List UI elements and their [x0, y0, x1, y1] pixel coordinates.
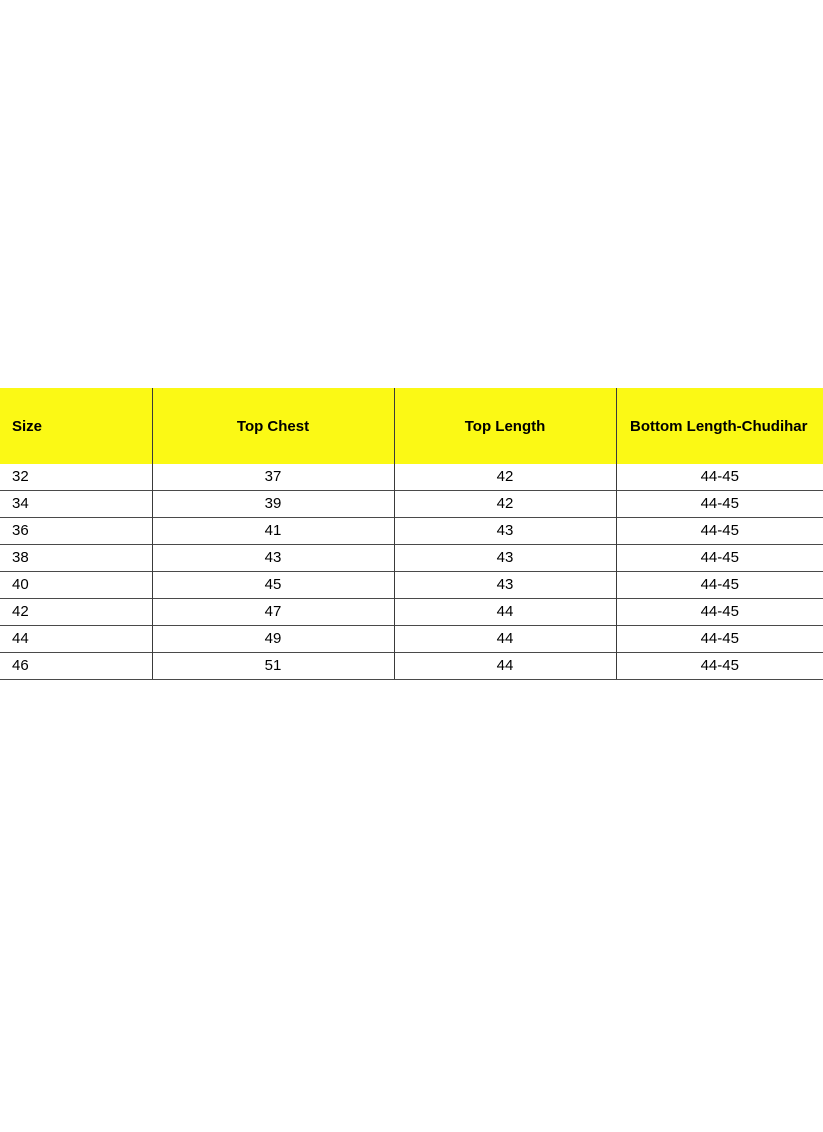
table-row	[0, 653, 823, 680]
table-row	[0, 464, 823, 491]
cell-top-length: 44	[394, 653, 616, 680]
cell-top-length: 43	[394, 545, 616, 572]
cell-top-length: 42	[394, 491, 616, 518]
size-chart-container	[0, 388, 823, 680]
cell-bottom-length: 44-45	[616, 491, 823, 518]
cell-size: 36	[0, 518, 152, 545]
table-row	[0, 626, 823, 653]
cell-bottom-length: 44-45	[616, 653, 823, 680]
table-row	[0, 491, 823, 518]
cell-bottom-length: 44-45	[616, 599, 823, 626]
table-row	[0, 518, 823, 545]
table-row	[0, 599, 823, 626]
cell-bottom-length: 44-45	[616, 518, 823, 545]
cell-size: 42	[0, 599, 152, 626]
column-header-top-length: Top Length	[394, 388, 616, 464]
cell-top-chest: 47	[152, 599, 394, 626]
cell-top-chest: 49	[152, 626, 394, 653]
cell-size: 40	[0, 572, 152, 599]
cell-top-length: 42	[394, 464, 616, 491]
column-header-bottom-length: Bottom Length-Chudihar	[616, 388, 823, 464]
column-header-size: Size	[0, 388, 152, 464]
cell-top-chest: 39	[152, 491, 394, 518]
size-chart-table	[0, 388, 823, 680]
table-body	[0, 464, 823, 680]
cell-size: 44	[0, 626, 152, 653]
cell-top-chest: 45	[152, 572, 394, 599]
header-row	[0, 388, 823, 464]
table-header	[0, 388, 823, 464]
cell-top-chest: 51	[152, 653, 394, 680]
cell-bottom-length: 44-45	[616, 572, 823, 599]
table-row	[0, 545, 823, 572]
cell-top-length: 43	[394, 518, 616, 545]
table-row	[0, 572, 823, 599]
cell-top-chest: 43	[152, 545, 394, 572]
cell-size: 32	[0, 464, 152, 491]
cell-bottom-length: 44-45	[616, 464, 823, 491]
cell-size: 46	[0, 653, 152, 680]
cell-top-length: 44	[394, 626, 616, 653]
cell-top-length: 43	[394, 572, 616, 599]
column-header-top-chest: Top Chest	[152, 388, 394, 464]
cell-size: 38	[0, 545, 152, 572]
cell-bottom-length: 44-45	[616, 545, 823, 572]
cell-top-chest: 37	[152, 464, 394, 491]
cell-size: 34	[0, 491, 152, 518]
cell-top-length: 44	[394, 599, 616, 626]
cell-top-chest: 41	[152, 518, 394, 545]
cell-bottom-length: 44-45	[616, 626, 823, 653]
